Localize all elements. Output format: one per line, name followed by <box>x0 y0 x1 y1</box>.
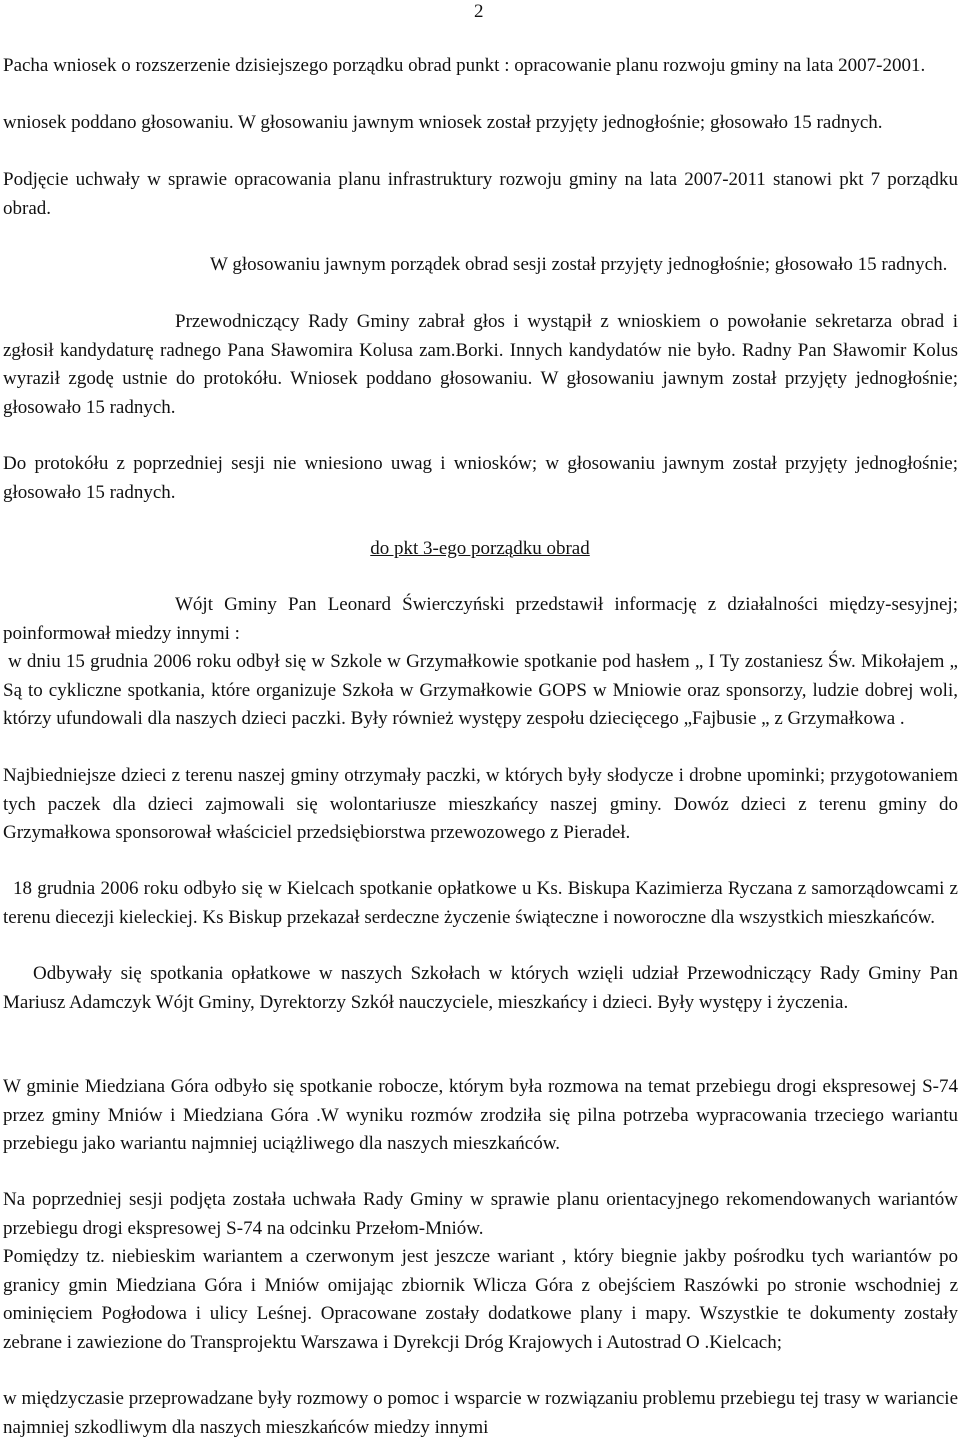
paragraph-talks: w międzyczasie przeprowadzane były rozmowy o pomoc i wsparcie w rozwiązaniu problemu przebiegu tej trasy w wariancie najmniej szkodliwym dla naszych mieszkańców miedzy innymi <box>3 1388 958 1438</box>
paragraph-protocol: Do protokółu z poprzedniej sesji nie wniesiono uwag i wniosków; w głosowaniu jawnym został przyjęty jednogłośnie; głosowało 15 radnych. <box>3 453 958 503</box>
paragraph-school-meetings: Odbywały się spotkania opłatkowe w naszych Szkołach w których wzięli udział Przewodniczący Rady Gminy Pan Mariusz Adamczyk Wójt Gminy, Dyrektorzy Szkół nauczyciele, mieszkańcy i dzieci. Były występy i życzenia. <box>3 963 958 1013</box>
paragraph-children-gifts: Najbiedniejsze dzieci z terenu naszej gminy otrzymały paczki, w których były słodycze i drobne upominki; przygotowaniem tych paczek dla dzieci zajmowali się wolontariusze mieszkańcy naszej gminy. Dowóz dzieci z terenu gminy do Grzymałkowa sponsorował właściciel przedsiębiorstwa przewozowego z Pieradeł. <box>3 765 958 843</box>
paragraph-s74-resolution: Na poprzedniej sesji podjęta została uchwała Rady Gminy w sprawie planu orientacyjnego rekomendowanych wariantów przebiegu drogi ekspresowej S-74 na odcinku Przełom-Mniów. <box>3 1189 958 1239</box>
page-number: 2 <box>474 1 484 22</box>
paragraph-secretary: Przewodniczący Rady Gminy zabrał głos i wystąpił z wnioskiem o powołanie sekretarza obrad i zgłosił kandydaturę radnego Pana Sławomira Kolusa zam.Borki. Innych kandydatów nie było. Radny Pan Sławomir Kolus wyraził zgodę ustnie do protokółu. Wniosek poddano głosowaniu. W głosowaniu jawnym został przyjęty jednogłośnie; głosowało 15 radnych. <box>3 311 958 418</box>
paragraph-s74-meeting: W gminie Miedziana Góra odbyło się spotkanie robocze, którym była rozmowa na temat przebiegu drogi ekspresowej S-74 przez gminy Mniów i Miedziana Góra .W wyniku rozmów zrodziła się pilna potrzeba wypracowania trzeciego wariantu przebiegu jako wariantu najmniej uciążliwego dla naszych mieszkańców. <box>3 1076 958 1154</box>
paragraph-variants: Pomiędzy tz. niebieskim wariantem a czerwonym jest jeszcze wariant , który biegnie jakby pośrodku tych wariantów po granicy gmin Miedziana Góra i Mniów omijając zbiornik Wlicza Góra z obejściem Raszówki po stronie wschodniej z ominięciem Pogłodowa i ulicy Leśnej. Opracowane zostały dodatkowe plany i mapy. Wszystkie te dokumenty zostały zebrane i zawiezione do Transprojektu Warszawa i Dyrekcji Dróg Krajowych i Autostrad O .Kielcach; <box>3 1246 958 1353</box>
paragraph-motion-vote: wniosek poddano głosowaniu. W głosowaniu jawnym wniosek został przyjęty jednogłośnie; głosowało 15 radnych. <box>3 112 883 133</box>
paragraph-christmas-meeting: w dniu 15 grudnia 2006 roku odbył się w Szkole w Grzymałkowie spotkanie pod hasłem „ I Ty zostaniesz Św. Mikołajem „ Są to cykliczne spotkania, które organizuje Szkoła w Grzymałkowie GOPS w Mniowie oraz sponsorzy, ludzie dobrej woli, którzy ufundowali dla naszych dzieci paczki. Były również występy zespołu dziecięcego „Fajbusie „ z Grzymałkowa . <box>3 651 958 729</box>
paragraph-resolution-point: Podjęcie uchwały w sprawie opracowania planu infrastruktury rozwoju gminy na lata 2007-2011 stanowi pkt 7 porządku obrad. <box>3 169 958 219</box>
paragraph-mayor-report: Wójt Gminy Pan Leonard Świerczyński przedstawił informację z działalności między-sesyjnej; poinformował miedzy innymi : <box>3 594 958 644</box>
section-heading: do pkt 3-ego porządku obrad <box>370 538 590 559</box>
paragraph-agenda-vote: W głosowaniu jawnym porządek obrad sesji został przyjęty jednogłośnie; głosowało 15 radnych. <box>210 254 948 275</box>
paragraph-motion: Pacha wniosek o rozszerzenie dzisiejszego porządku obrad punkt : opracowanie planu rozwoju gminy na lata 2007-2001. <box>3 55 926 76</box>
paragraph-bishop-meeting: 18 grudnia 2006 roku odbyło się w Kielcach spotkanie opłatkowe u Ks. Biskupa Kazimierza Ryczana z samorządowcami z terenu diecezji kieleckiej. Ks Biskup przekazał serdeczne życzenie świąteczne i noworoczne dla wszystkich mieszkańców. <box>3 878 958 928</box>
